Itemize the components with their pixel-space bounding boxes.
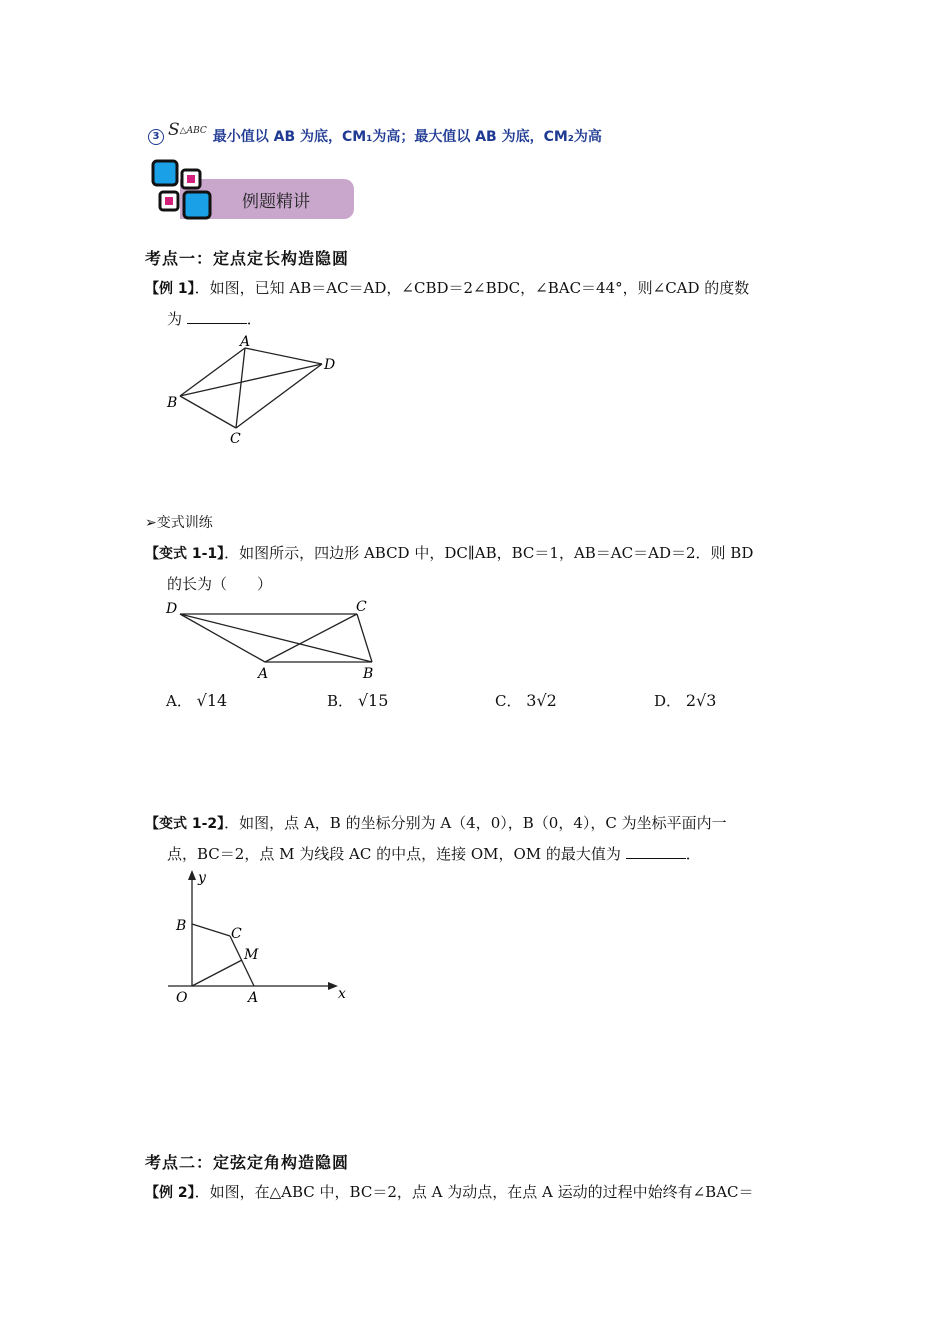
answer-blank: [187, 309, 247, 324]
example2-text: ．如图，在△ABC 中，BC＝2，点 A 为动点，在点 A 运动的过程中始终有∠BAC＝: [194, 1183, 754, 1201]
segment-om: [192, 960, 242, 986]
variant12-figure: [160, 866, 370, 1016]
label-a: A: [240, 334, 251, 350]
option-d-letter: D．: [654, 692, 682, 710]
option-a-letter: A．: [166, 692, 192, 710]
note-text: 最小值以 AB 为底，CM₁为高；最大值以 AB 为底，CM₂为高: [212, 129, 602, 145]
example1-label: 【例 1】: [145, 281, 195, 297]
example2: [145, 1177, 810, 1208]
option-a-value: √14: [196, 691, 228, 710]
area-symbol: S: [168, 120, 180, 140]
variant11-text2: 的长为（ ）: [167, 575, 273, 593]
variant12-text2-prefix: 点，BC＝2，点 M 为线段 AC 的中点，连接 OM，OM 的最大值为: [167, 845, 621, 863]
option-c[interactable]: [495, 690, 557, 711]
label-x: x: [338, 986, 346, 1002]
banner-icon: [150, 158, 220, 228]
option-b[interactable]: [327, 690, 388, 711]
label-m: M: [244, 947, 259, 963]
variant12-text2-suffix: ．: [685, 845, 701, 863]
example1-text2-suffix: ．: [246, 310, 262, 328]
label-b: B: [176, 918, 187, 934]
answer-blank: [626, 844, 686, 859]
option-c-value: 3√2: [526, 691, 557, 710]
area-subscript: △ABC: [179, 126, 207, 136]
variant12-text: ．如图，点 A，B 的坐标分别为 A（4，0），B（0，4），C 为坐标平面内一: [224, 814, 727, 832]
option-b-value: √15: [357, 691, 389, 710]
option-c-letter: C．: [495, 692, 522, 710]
variant12-label: 【变式 1-2】: [145, 816, 225, 832]
formula-note: [148, 120, 602, 146]
example1: [145, 273, 810, 334]
circled-number: 3: [148, 129, 164, 145]
label-b: B: [167, 395, 178, 411]
label-c: C: [230, 431, 241, 447]
segment-cb: [357, 614, 372, 662]
banner-label: 例题精讲: [242, 192, 310, 212]
segment-bc: [192, 924, 230, 936]
option-d-value: 2√3: [685, 691, 717, 710]
option-a[interactable]: [166, 690, 227, 711]
x-arrow-icon: [328, 982, 338, 990]
example2-label: 【例 2】: [145, 1185, 195, 1201]
section1-title: 考点一：定点定长构造隐圆: [145, 249, 350, 268]
label-y: y: [198, 870, 206, 886]
variant11-text: ．如图所示，四边形 ABCD 中，DC∥AB，BC＝1，AB＝AC＝AD＝2．则 BD: [224, 544, 754, 562]
example1-text: ．如图，已知 AB＝AC＝AD，∠CBD＝2∠BDC，∠BAC＝44°，则∠CAD 的度数: [194, 279, 750, 297]
variant11-figure: [160, 596, 390, 686]
example1-figure: [160, 330, 350, 450]
variant12: [145, 808, 810, 869]
segment-ac: [236, 348, 245, 428]
option-b-letter: B．: [327, 692, 354, 710]
label-a: A: [258, 666, 269, 682]
label-b: B: [363, 666, 374, 682]
section2-title: 考点二：定弦定角构造隐圆: [145, 1153, 350, 1172]
label-c: C: [231, 926, 242, 942]
section-banner: [150, 158, 360, 228]
example1-text2-prefix: 为: [167, 310, 183, 328]
label-o: O: [176, 990, 188, 1006]
training-label: ➢变式训练: [145, 515, 213, 531]
label-d: D: [324, 357, 336, 373]
segment-ad: [245, 348, 322, 364]
y-arrow-icon: [188, 870, 196, 880]
option-d[interactable]: [654, 690, 716, 711]
label-d: D: [166, 601, 178, 617]
label-a: A: [248, 990, 259, 1006]
segment-bc: [180, 396, 236, 428]
variant11: [145, 538, 810, 599]
segment-da: [180, 614, 265, 662]
variant11-label: 【变式 1-1】: [145, 546, 225, 562]
label-c: C: [356, 599, 367, 615]
